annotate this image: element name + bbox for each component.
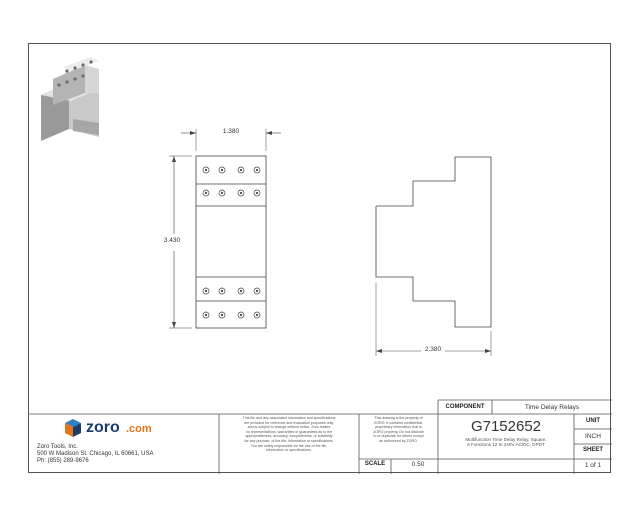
isometric-view (41, 57, 99, 141)
terminal-screw-center (205, 290, 207, 292)
dimension-depth: 2.380 (421, 346, 445, 353)
terminal-screw-center (221, 192, 223, 194)
drawing-sheet (28, 43, 611, 473)
component-label: COMPONENT (445, 404, 485, 410)
part-description: Multifunction Time Delay Relay, Square, 6 Functions 12 to 240V AC/DC, DPDT (465, 437, 547, 448)
side-view (376, 157, 491, 327)
terminal-screw-center (240, 314, 242, 316)
terminal-screw-center (256, 290, 258, 292)
terminal-screw-center (256, 314, 258, 316)
scale-label: SCALE (364, 461, 386, 467)
scale-value: 0.50 (411, 461, 425, 468)
logo-tld: .com (126, 423, 152, 435)
company-address: 500 W Madison St. Chicago, IL 60661, USA (37, 451, 154, 457)
part-number: G7152652 (470, 418, 542, 435)
terminal-screw-center (221, 290, 223, 292)
sheet-label: SHEET (582, 447, 603, 453)
terminal-screw-center (205, 192, 207, 194)
terminal-screw-center (221, 169, 223, 171)
dimension-height: 3.430 (160, 237, 184, 244)
company-phone: Ph: (855) 289-9676 (37, 458, 89, 464)
terminal-screw-center (240, 192, 242, 194)
sheet-value: 1 of 1 (584, 462, 602, 469)
component-value: Time Delay Relays (524, 404, 580, 411)
terminal-screw-center (205, 314, 207, 316)
zoro-logo (64, 418, 184, 440)
company-name: Zoro Tools, Inc. (37, 444, 78, 450)
terminal-screws (203, 167, 260, 318)
front-view (196, 156, 266, 328)
unit-label: UNIT (586, 418, 600, 424)
property-notice: This drawing is the property of ZORO. It contains confidential, proprietary information that is ZORO property. Do not disclose to or duplicate for others except as authorized by ZORO. (373, 416, 424, 443)
terminal-screw-center (205, 169, 207, 171)
terminal-screw-center (221, 314, 223, 316)
unit-value: INCH (585, 433, 601, 440)
terminal-screw-center (256, 192, 258, 194)
terminal-screw-center (240, 290, 242, 292)
logo-cube-icon (64, 418, 82, 438)
logo-text: zoro (86, 419, 120, 436)
disclaimer: This file and any associated information and specifications are provided for reference and evaluation purposes only, and is subject to change without notice. Zoro makes no representations, warranties or guarantees as to the appropriateness, accuracy, completeness, or suitability for any purpose, of the file, information or specifications. You are solely responsible for the use of the file, information or specifications. (242, 416, 336, 453)
dimension-width: 1.380 (219, 128, 243, 135)
terminal-screw-center (240, 169, 242, 171)
terminal-screw-center (256, 169, 258, 171)
